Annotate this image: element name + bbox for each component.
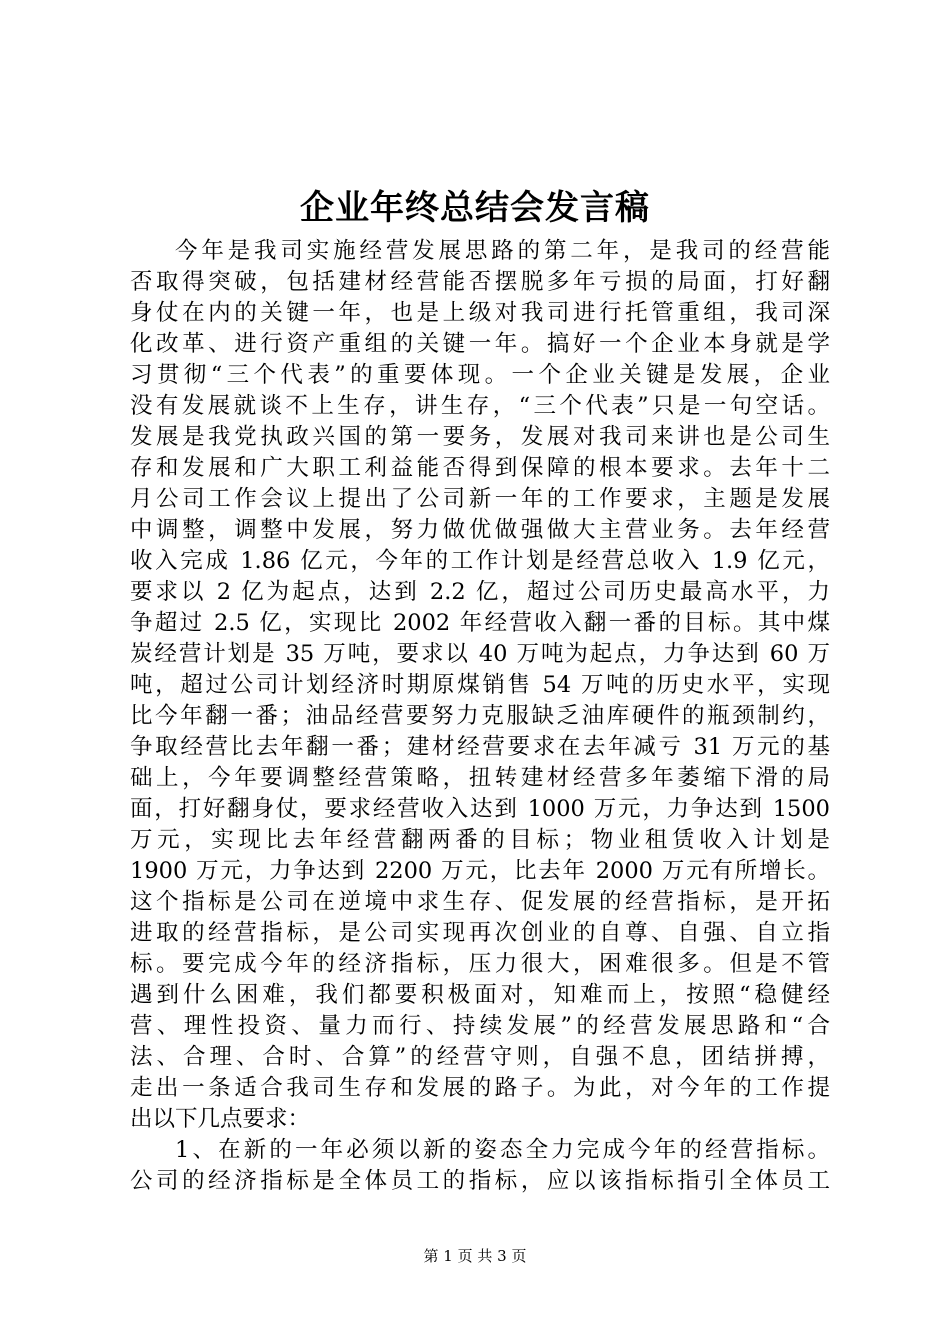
document-title: 企业年终总结会发言稿 (300, 188, 650, 228)
text-line: 营、理性投资、量力而行、持续发展”的经营发展思路和“合 (130, 1013, 830, 1039)
text-line: 争取经营比去年翻一番；建材经营要求在去年减亏 31 万元的基 (130, 734, 830, 760)
text-line: 今年是我司实施经营发展思路的第二年，是我司的经营能 (175, 238, 830, 264)
text-line: 出以下几点要求： (130, 1106, 311, 1132)
document-body (130, 236, 830, 1197)
text-line: 习贯彻“三个代表”的重要体现。一个企业关键是发展，企业 (130, 362, 830, 388)
text-line: 比今年翻一番；油品经营要努力克服缺乏油库硬件的瓶颈制约， (130, 703, 830, 729)
text-line: 化改革、进行资产重组的关键一年。搞好一个企业本身就是学 (130, 331, 830, 357)
text-line: 月公司工作会议上提出了公司新一年的工作要求，主题是发展 (130, 486, 830, 512)
text-line: 要求以 2 亿为起点，达到 2.2 亿，超过公司历史最高水平，力 (130, 579, 830, 605)
text-line: 中调整，调整中发展，努力做优做强做大主营业务。去年经营 (130, 517, 830, 543)
text-line: 争超过 2.5 亿，实现比 2002 年经营收入翻一番的目标。其中煤 (130, 610, 830, 636)
text-line: 遇到什么困难，我们都要积极面对，知难而上，按照“稳健经 (130, 982, 830, 1008)
text-line: 走出一条适合我司生存和发展的路子。为此，对今年的工作提 (130, 1075, 830, 1101)
text-line: 这个指标是公司在逆境中求生存、促发展的经营指标，是开拓 (130, 889, 830, 915)
text-line: 没有发展就谈不上生存，讲生存，“三个代表”只是一句空话。 (130, 393, 830, 419)
text-line: 公司的经济指标是全体员工的指标，应以该指标指引全体员工 (130, 1168, 830, 1194)
text-line: 法、合理、合时、合算”的经营守则，自强不息，团结拼搏， (130, 1044, 830, 1070)
text-line: 否取得突破，包括建材经营能否摆脱多年亏损的局面，打好翻 (130, 269, 830, 295)
text-line: 进取的经营指标，是公司实现再次创业的自尊、自强、自立指 (130, 920, 830, 946)
text-line: 收入完成 1.86 亿元，今年的工作计划是经营总收入 1.9 亿元， (130, 548, 830, 574)
text-line: 存和发展和广大职工利益能否得到保障的根本要求。去年十二 (130, 455, 830, 481)
text-line: 1、在新的一年必须以新的姿态全力完成今年的经营指标。 (175, 1137, 830, 1163)
text-line: 面，打好翻身仗，要求经营收入达到 1000 万元，力争达到 1500 (130, 796, 830, 822)
text-line: 炭经营计划是 35 万吨，要求以 40 万吨为起点，力争达到 60 万 (130, 641, 830, 667)
text-line: 发展是我党执政兴国的第一要务，发展对我司来讲也是公司生 (130, 424, 830, 450)
text-line: 吨，超过公司计划经济时期原煤销售 54 万吨的历史水平，实现 (130, 672, 830, 698)
text-line: 万元，实现比去年经营翻两番的目标；物业租赁收入计划是 (130, 827, 830, 853)
text-line: 1900 万元，力争达到 2200 万元，比去年 2000 万元有所增长。 (130, 858, 830, 884)
text-line: 身仗在内的关键一年，也是上级对我司进行托管重组，我司深 (130, 300, 830, 326)
page-footer: 第 1 页 共 3 页 (423, 1247, 527, 1265)
text-line: 标。要完成今年的经济指标，压力很大，困难很多。但是不管 (130, 951, 830, 977)
text-line: 础上，今年要调整经营策略，扭转建材经营多年萎缩下滑的局 (130, 765, 830, 791)
